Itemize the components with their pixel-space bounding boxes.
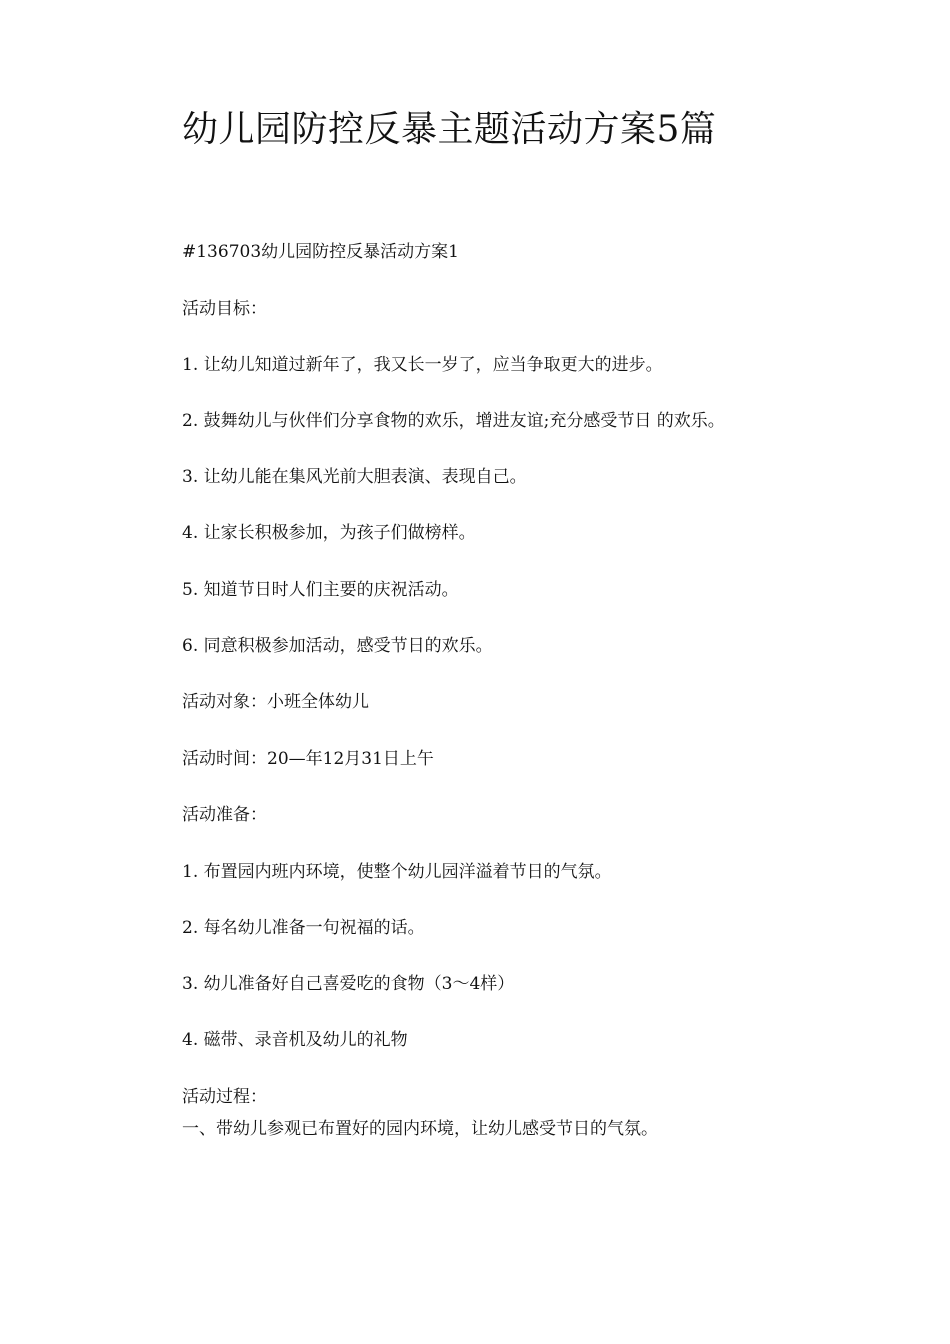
process-step: 一、带幼儿参观已布置好的园内环境，让幼儿感受节日的气氛。: [182, 1119, 658, 1139]
prep-label: 活动准备：: [182, 805, 267, 825]
goals-label: 活动目标：: [182, 299, 267, 319]
target-line: 活动对象：小班全体幼儿: [182, 692, 369, 712]
goal-item: 3. 让幼儿能在集风光前大胆表演、表现自己。: [182, 467, 527, 487]
prep-item: 3. 幼儿准备好自己喜爱吃的食物（3〜4样）: [182, 974, 515, 994]
goal-item: 1. 让幼儿知道过新年了，我又长一岁了，应当争取更大的进步。: [182, 355, 663, 375]
section-heading: #136703幼儿园防控反暴活动方案1: [182, 242, 459, 262]
document-title: 幼儿园防控反暴主题活动方案5篇: [182, 109, 717, 150]
prep-item: 2. 每名幼儿准备一句祝福的话。: [182, 918, 425, 938]
prep-item: 4. 磁带、录音机及幼儿的礼物: [182, 1030, 408, 1050]
prep-item: 1. 布置园内班内环境，使整个幼儿园洋溢着节日的气氛。: [182, 862, 612, 882]
goal-item: 2. 鼓舞幼儿与伙伴们分享食物的欢乐，增进友谊;充分感受节日 的欢乐。: [182, 411, 725, 431]
time-line: 活动时间：20—年12月31日上午: [182, 749, 434, 769]
goal-item: 6. 同意积极参加活动，感受节日的欢乐。: [182, 636, 493, 656]
goal-item: 4. 让家长积极参加，为孩子们做榜样。: [182, 523, 476, 543]
goal-item: 5. 知道节日时人们主要的庆祝活动。: [182, 580, 459, 600]
process-label: 活动过程：: [182, 1087, 267, 1107]
